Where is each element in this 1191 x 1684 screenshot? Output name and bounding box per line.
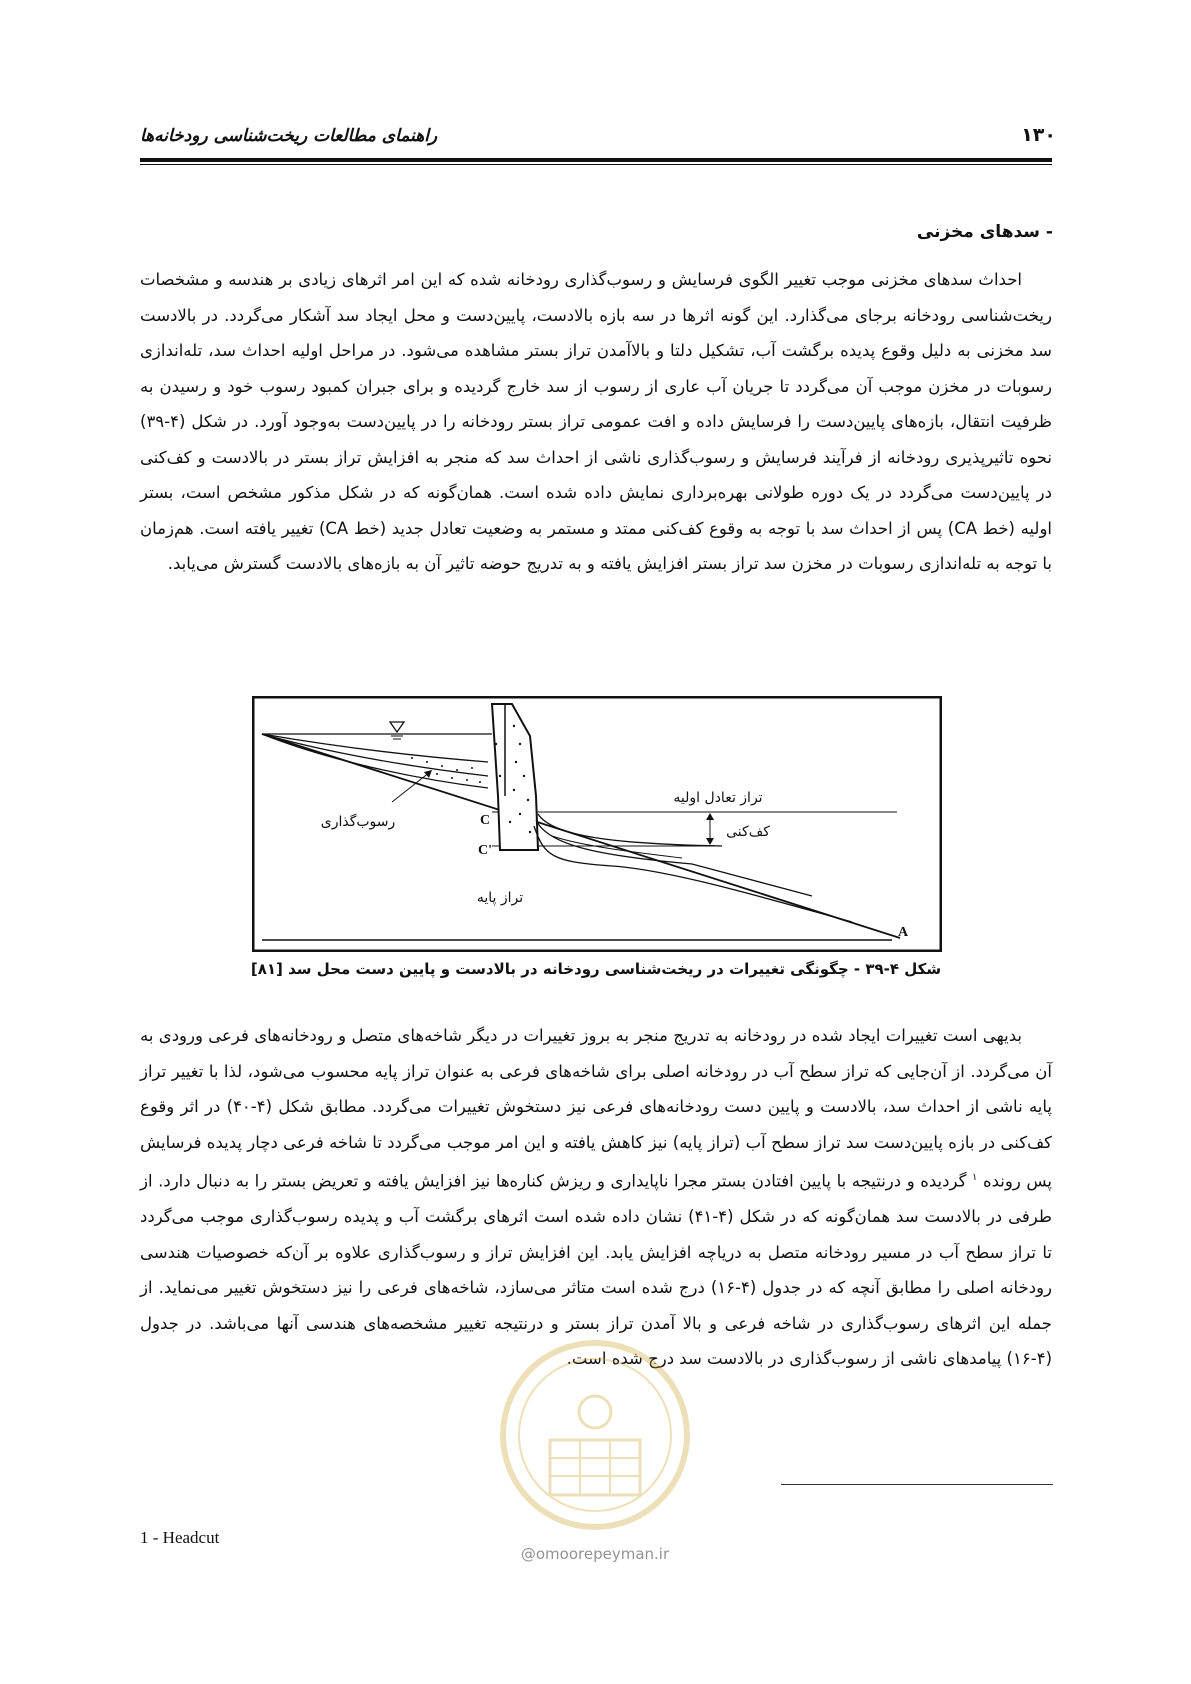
paragraph-1: احداث سدهای مخزنی موجب تغییر الگوی فرسایش و رسوب‌گذاری رودخانه شده که این امر اثرهای زیادی بر هندسه و مشخصات ریخت‌شناسی رودخانه برجای می‌گذارد. این گونه اثرها در سه بازه بالادست، پایین‌دست و محل ایجاد سد آشکار می‌گردد. در بالادست سد مخزنی به دلیل وقوع پدیده برگشت آب، تشکیل دلتا و بالاآمدن تراز بستر مشاهده می‌شود. در مراحل اولیه احداث سد، تله‌اندازی رسوبات در مخزن موجب آن می‌گردد تا جریان آب عاری از رسوب از سد خارج گردیده و برای جبران کمبود رسوب خود و رسیدن به ظرفیت انتقال، بازه‌های پایین‌دست را فرسایش داده و افت عمومی تراز بستر رودخانه را در پایین‌دست به‌وجود آورد. در شکل (۴-۳۹) نحوه تاثیرپذیری رودخانه از فرآیند فرسایش و رسوب‌گذاری ناشی از احداث سد که منجر به افزایش تراز بستر در بالادست و کف‌کنی در پایین‌دست می‌گردد در یک دوره طولانی بهره‌برداری نمایش داده شده است. همان‌گونه که در شکل مذکور مشخص است، بستر اولیه (خط CA) پس از احداث سد با توجه به وقوع کف‌کنی ممتد و مستمر به وضعیت تعادل جدید (خط CA) تغییر یافته است. هم‌زمان با توجه به تله‌اندازی رسوبات در مخزن سد تراز بستر افزایش یافته و به تدریج حوضه تاثیر آن به بازه‌های بالادست گسترش می‌یابد. xyxy=(140,270,1052,573)
header-rule-thin xyxy=(140,164,1052,165)
label-scour: کف‌کنی xyxy=(726,824,770,840)
label-point-a: A xyxy=(898,925,909,940)
paragraph-2 xyxy=(140,1018,1052,1377)
watermark-text: @omoorepeyman.ir xyxy=(520,1545,670,1563)
page-number: ۱۳۰ xyxy=(1021,124,1056,146)
section-heading: - سدهای مخزنی xyxy=(916,222,1053,242)
label-base-level: تراز پایه xyxy=(476,890,524,906)
running-header-title: راهنمای مطالعات ریخت‌شناسی رودخانه‌ها xyxy=(140,126,438,146)
label-point-c-prime: C' xyxy=(478,843,492,858)
footnote-rule xyxy=(781,1484,1053,1485)
label-initial-equilibrium: تراز تعادل اولیه xyxy=(673,790,763,806)
paragraph-2-part-b: گردیده و درنتیجه با پایین افتادن بستر مجرا ناپایداری و ریزش کناره‌ها نیز افزایش یافته و تعریض بستر را به دنبال دارد. از طرفی در بالادست سد همان‌گونه که در شکل (۴-۴۱) نشان داده شده است اثرهای برگشت آب و پدیده رسوب‌گذاری موجب می‌گردد تا تراز سطح آب در مسیر رودخانه متصل به دریاچه افزایش یابد. این افزایش تراز و رسوب‌گذاری علاوه بر آن‌که خصوصیات هندسی رودخانه اصلی را مطابق آنچه که در جدول (۴-۱۶) درج شده است متاثر می‌سازد، شاخه‌های فرعی را نیز دستخوش تغییر می‌نماید. از جمله این اثرهای رسوب‌گذاری در شاخه فرعی و بالا آمدن تراز بستر و درنتیجه تغییر مشخصه‌های هندسی آنها می‌باشد. در جدول (۴-۱۶) پیامدهای ناشی از رسوب‌گذاری در بالادست سد درج شده است. xyxy=(140,1171,1053,1368)
figure-caption: شکل ۴-۳۹ - چگونگی تغییرات در ریخت‌شناسی رودخانه در بالادست و پایین دست محل سد [۸۱] xyxy=(250,960,942,978)
header-rule xyxy=(140,158,1052,162)
footnote-marker[interactable]: ۱ xyxy=(972,1172,978,1183)
figure-diagram xyxy=(252,696,942,952)
label-point-c: C xyxy=(480,813,491,828)
paragraph-2-part-a: بدیهی است تغییرات ایجاد شده در رودخانه به تدریج منجر به بروز تغییرات در دیگر شاخه‌های متصل و رودخانه‌های فرعی ورودی به آن می‌گردد. از آن‌جایی که تراز سطح آب در رودخانه اصلی برای شاخه‌های فرعی به عنوان تراز پایه محسوب می‌شود، لذا با تغییر تراز پایه ناشی از احداث سد، بالادست و پایین دست رودخانه‌های فرعی نیز دستخوش تغییرات می‌گردد. مطابق شکل (۴-۴۰) در اثر وقوع کف‌کنی در بازه پایین‌دست سد تراز سطح آب (تراز پایه) نیز کاهش یافته و این امر موجب می‌گردد تا شاخه فرعی دچار پدیده فرسایش پس رونده xyxy=(140,1026,1053,1191)
footnote: 1 - Headcut xyxy=(140,1528,220,1547)
figure-dam-morphology xyxy=(252,696,942,952)
label-sedimentation: رسوب‌گذاری xyxy=(320,814,396,830)
